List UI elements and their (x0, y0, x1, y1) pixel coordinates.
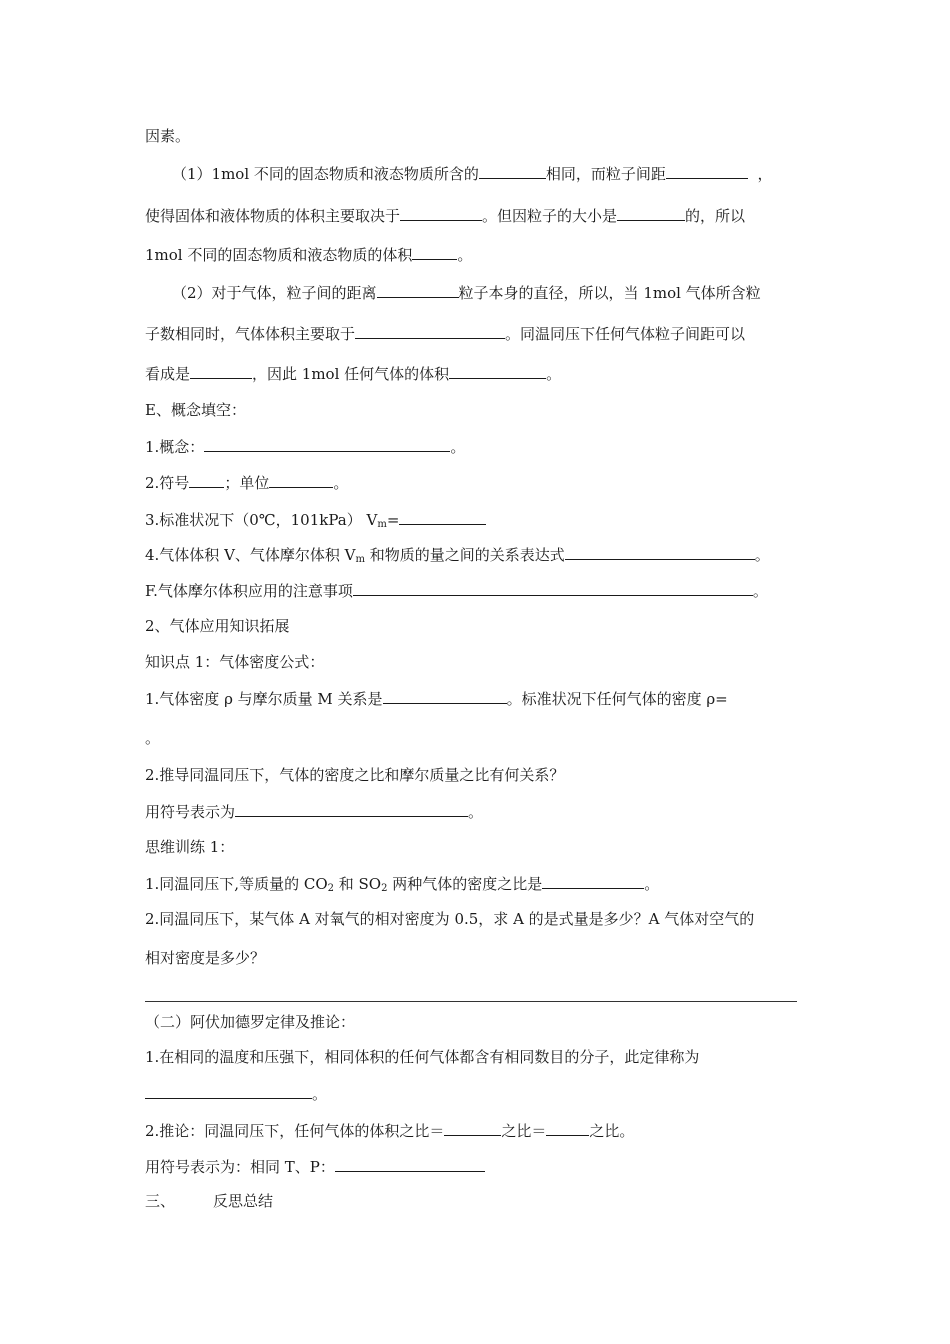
answer-blank[interactable] (353, 580, 753, 596)
text-line: 知识点 1：气体密度公式： (145, 653, 325, 671)
answer-blank[interactable] (565, 544, 755, 560)
text-line: 。 (145, 729, 161, 747)
text-line: 用符号表示为：相同 T、P： (145, 1156, 485, 1177)
text-line: （2）对于气体，粒子间的距离 粒子本身的直径，所以，当 1mol 气体所含粒 (172, 284, 761, 302)
text-line: 用符号表示为 。 (145, 803, 484, 821)
text-line: 看成是 ，因此 1mol 任何气体的体积 。 (145, 365, 562, 383)
section-heading: 三、 反思总结 (145, 1192, 274, 1210)
answer-blank[interactable] (204, 436, 450, 452)
text-line: 2.符号 ；单位 。 (145, 474, 349, 492)
answer-blank[interactable] (617, 205, 685, 221)
answer-blank[interactable] (666, 163, 748, 179)
text-line: 1mol 不同的固态物质和液态物质的体积 。 (145, 246, 473, 264)
text-line: 2.同温同压下，某气体 A 对氧气的相对密度为 0.5，求 A 的是式量是多少？A 气体对空气的 (145, 910, 755, 928)
answer-blank[interactable] (235, 801, 468, 817)
answer-blank[interactable] (444, 1120, 501, 1136)
answer-blank[interactable] (383, 688, 507, 704)
answer-blank[interactable] (189, 472, 224, 488)
separator-line (145, 1001, 797, 1002)
text-line: 。 (145, 1083, 327, 1104)
answer-blank[interactable] (400, 205, 482, 221)
answer-blank[interactable] (145, 1083, 312, 1099)
answer-blank[interactable] (546, 1120, 589, 1136)
answer-blank[interactable] (190, 363, 252, 379)
text-line: 因素。 (145, 127, 191, 145)
section-heading: （二）阿伏加德罗定律及推论： (145, 1013, 356, 1031)
answer-blank[interactable] (479, 163, 546, 179)
text-line: 1.在相同的温度和压强下，相同体积的任何气体都含有相同数目的分子，此定律称为 (145, 1048, 700, 1066)
section-heading: E、概念填空： (145, 401, 246, 419)
text-line: 4.气体体积 V、气体摩尔体积 $V_m$ 和物质的量之间的关系表达式 。 (145, 546, 770, 565)
text-line: （1）1mol 不同的固态物质和液态物质所含的 相同，而粒子间距 ， (172, 165, 773, 183)
answer-blank[interactable] (335, 1156, 485, 1172)
text-line: 1.气体密度 ρ 与摩尔质量 M 关系是 。标准状况下任何气体的密度 ρ= (145, 690, 728, 708)
text-line: 相对密度是多少？ (145, 949, 266, 967)
section-heading: 思维训练 1： (145, 838, 235, 856)
answer-blank[interactable] (449, 363, 546, 379)
text-line: 使得固体和液体物质的体积主要取决于 。但因粒子的大小是 的，所以 (145, 207, 746, 225)
answer-blank[interactable] (412, 244, 457, 260)
text-line: 2.推论：同温同压下，任何气体的体积之比＝ 之比＝ 之比。 (145, 1122, 635, 1140)
text-line: 子数相同时，气体体积主要取于 。同温同压下任何气体粒子间距可以 (145, 325, 746, 343)
text-line: 3.标准状况下（0℃，101kPa） $V_m=$ (145, 509, 486, 535)
answer-blank[interactable] (355, 323, 505, 339)
text-line: F.气体摩尔体积应用的注意事项 。 (145, 582, 768, 600)
answer-blank[interactable] (377, 282, 459, 298)
text-line: 2.推导同温同压下，气体的密度之比和摩尔质量之比有何关系？ (145, 766, 565, 784)
answer-blank[interactable] (542, 873, 644, 889)
answer-blank[interactable] (269, 472, 333, 488)
section-heading: 2、气体应用知识拓展 (145, 617, 290, 635)
text-line: 1.概念： 。 (145, 438, 466, 456)
text-line: 1.同温同压下,等质量的 $CO_2$ 和 $SO_2$ 两种气体的密度之比是 。 (145, 875, 660, 894)
answer-blank[interactable] (399, 509, 486, 525)
